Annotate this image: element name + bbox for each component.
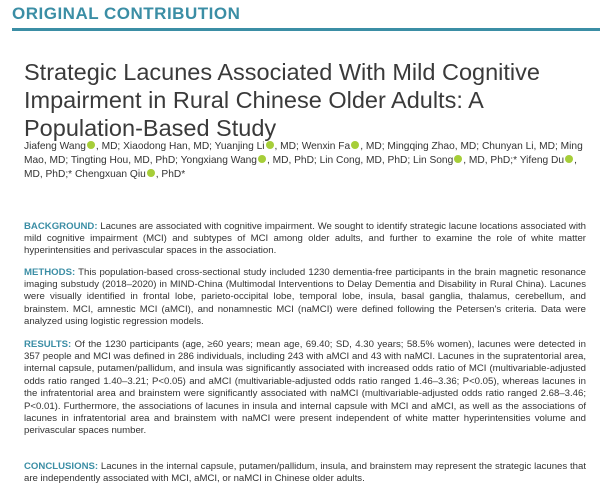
author-name: Xiaodong Han	[123, 141, 188, 152]
orcid-icon[interactable]	[258, 155, 266, 163]
abstract-conclusions-head: CONCLUSIONS:	[24, 460, 99, 472]
author-name: Lin Cong	[319, 155, 361, 166]
author-degree: , MD, PhD;*	[463, 155, 520, 166]
author-degree: , PhD*	[155, 169, 186, 180]
author-degree: , MD;	[533, 141, 561, 152]
author-degree: , MD, PhD;*	[24, 155, 577, 180]
author-name: Yongxiang Wang	[180, 155, 257, 166]
section-label: ORIGINAL CONTRIBUTION	[12, 4, 241, 23]
author-name: Chunyan Li	[481, 141, 534, 152]
orcid-icon[interactable]	[351, 141, 359, 149]
author-degree: , MD;	[274, 141, 302, 152]
abstract-background-head: BACKGROUND:	[24, 220, 98, 232]
article-title: Strategic Lacunes Associated With Mild Cognitive Impairment in Rural Chinese Older Adults: A Population-Based Study	[24, 58, 540, 141]
author-name: Ming Mao	[24, 141, 583, 166]
author-name: Yuanjing Li	[214, 141, 265, 152]
author-degree: , MD;	[360, 141, 388, 152]
section-rule	[12, 28, 600, 31]
author-name: Lin Song	[413, 155, 454, 166]
author-name: Jiafeng Wang	[24, 141, 86, 152]
abstract-methods-head: METHODS:	[24, 266, 76, 278]
author-degree: , MD;	[187, 141, 215, 152]
abstract-background-text: Lacunes are associated with cognitive impairment. We sought to identify strategic lacune locations associated with mild cognitive impairment (MCI) and subtypes of MCI among older adults, and further to examine the role of white matter hyperintensities and perivascular spaces in the association.	[24, 220, 586, 257]
author-degree: , MD, PhD;	[266, 155, 320, 166]
orcid-icon[interactable]	[565, 155, 573, 163]
author-degree: , MD, PhD;	[360, 155, 414, 166]
author-name: Tingting Hou	[70, 155, 129, 166]
author-name: Yifeng Du	[519, 155, 565, 166]
abstract-results	[24, 339, 586, 438]
abstract-conclusions	[24, 461, 586, 485]
author-list	[24, 140, 584, 182]
author-name: Mingqing Zhao	[387, 141, 455, 152]
abstract-background	[24, 221, 586, 258]
orcid-icon[interactable]	[266, 141, 274, 149]
author-degree: , MD, PhD;	[128, 155, 181, 166]
abstract-methods-text: This population-based cross-sectional study included 1230 dementia-free participants in the brain magnetic resonance imaging substudy (2018–2020) in MIND-China (Multimodal Interventions to Delay Dementia and Disability in Rural China). Lacunes were visually identified in frontal lobe, parieto-occipital lobe, temporal lobe, insula, basal ganglia, thalamus, cerebellum, and brainstem. MCI, amnestic MCI (aMCI), and nonamnestic MCI (naMCI) were defined following the Petersen's criteria. Data were analyzed using logistic regression models.	[24, 266, 586, 328]
author-degree: , MD;	[95, 141, 124, 152]
abstract-conclusions-text: Lacunes in the internal capsule, putamen/pallidum, insula, and brainstem may represent the strategic lacunes that are independently associated with MCI, aMCI, or naMCI in Chinese older adults.	[24, 460, 586, 484]
abstract-methods	[24, 267, 586, 329]
abstract-results-text: Of the 1230 participants (age, ≥60 years; mean age, 69.40; SD, 4.30 years; 58.5% women), lacunes were detected in 357 people and MCI was defined in 286 individuals, including 243 with aMCI and 43 with naMCI. Lacunes in the supratentorial area, internal capsule, putamen/pallidum, and insula was significantly associated with increased odds ratio of MCI (multivariable-adjusted odds ratio ranged 1.40–3.21; P<0.05) and aMCI (multivariable-adjusted odds ratio ranged 1.46–3.36; P<0.05), whereas lacunes in the infratentorial area and brainstem were significantly associated with naMCI (multivariable-adjusted odds ratio ranged 2.68–3.46; P<0.01). Furthermore, the associations of lacunes in insula and internal capsule with MCI and aMCI, as well as the associations of lacunes in infratentorial area and brainstem with naMCI were present independent of white matter hyperintensities volume and perivascular spaces number.	[24, 338, 586, 437]
author-name: Chengxuan Qiu	[74, 169, 146, 180]
orcid-icon[interactable]	[147, 169, 155, 177]
abstract-results-head: RESULTS:	[24, 338, 72, 350]
orcid-icon[interactable]	[87, 141, 95, 149]
author-degree: , MD;	[454, 141, 482, 152]
orcid-icon[interactable]	[454, 155, 462, 163]
author-name: Wenxin Fa	[301, 141, 351, 152]
author-degree: , MD;	[43, 155, 71, 166]
